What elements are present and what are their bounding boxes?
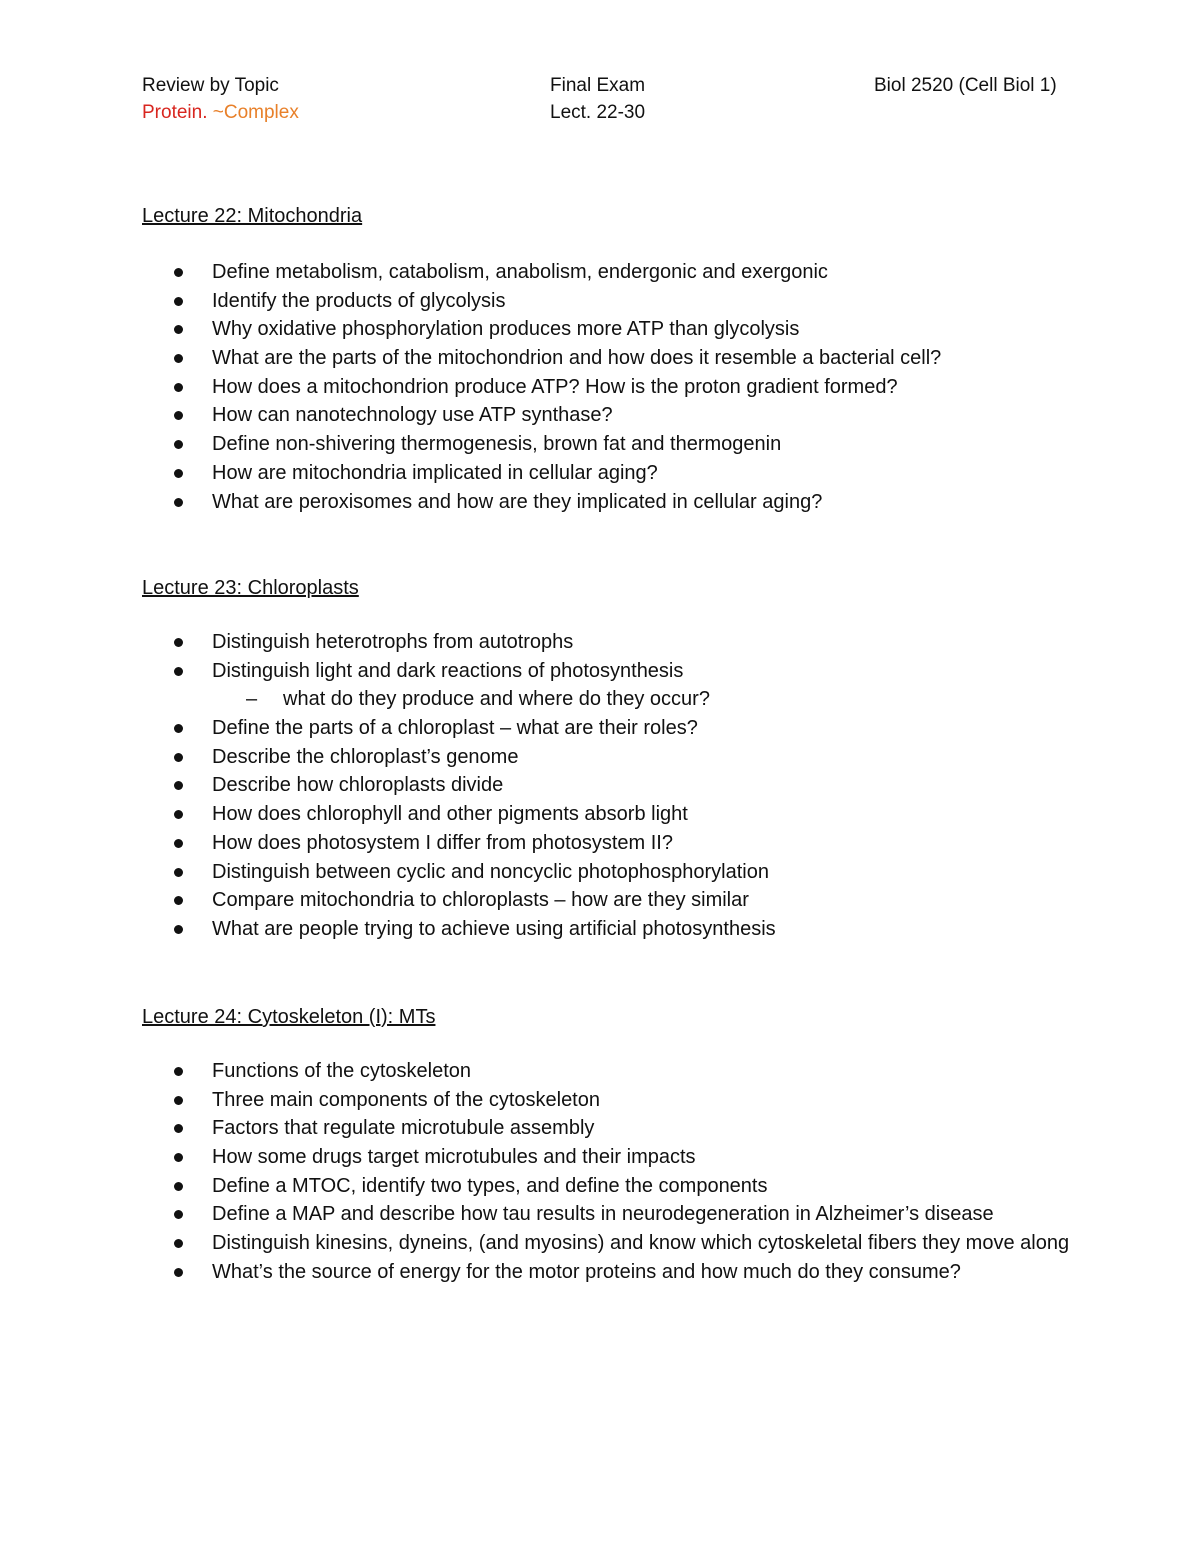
bullet-icon	[174, 1268, 183, 1277]
bullet-icon	[174, 469, 183, 478]
list-item: Describe how chloroplasts divide	[142, 771, 1162, 800]
list-item: Distinguish heterotrophs from autotrophs	[142, 628, 1162, 657]
header-exam-label: Final Exam	[550, 75, 646, 96]
header-topic-label: Review by Topic	[142, 75, 279, 96]
bullet-icon	[174, 810, 183, 819]
bullet-icon	[174, 383, 183, 392]
list-item: Define a MTOC, identify two types, and define the components	[142, 1172, 1162, 1201]
section-lecture-24	[142, 1003, 1162, 1287]
bullet-icon	[174, 297, 183, 306]
bullet-icon	[174, 839, 183, 848]
list-item: Functions of the cytoskeleton	[142, 1057, 1162, 1086]
sub-list-item: – what do they produce and where do they occur?	[142, 685, 1162, 714]
section-title: Lecture 22: Mitochondria	[142, 205, 363, 227]
list-item: How does chlorophyll and other pigments absorb light	[142, 800, 1162, 829]
list-item: Describe the chloroplast’s genome	[142, 743, 1162, 772]
bullet-icon	[174, 1210, 183, 1219]
list-item: Factors that regulate microtubule assembly	[142, 1114, 1162, 1143]
list-item: How does a mitochondrion produce ATP? How is the proton gradient formed?	[142, 373, 1162, 402]
list-item: How are mitochondria implicated in cellular aging?	[142, 459, 1162, 488]
bullet-icon	[174, 781, 183, 790]
bullet-icon	[174, 1239, 183, 1248]
header-lecture-range: Lect. 22-30	[550, 102, 646, 123]
bullet-icon	[174, 268, 183, 277]
list-item: Compare mitochondria to chloroplasts – how are they similar	[142, 886, 1162, 915]
bullet-icon	[174, 1182, 183, 1191]
header-course-label: Biol 2520 (Cell Biol 1)	[874, 75, 1057, 96]
list-item: What are the parts of the mitochondrion and how does it resemble a bacterial cell?	[142, 344, 1162, 373]
bullet-icon	[174, 638, 183, 647]
list-item: Distinguish light and dark reactions of photosynthesis	[142, 657, 1162, 686]
bullet-icon	[174, 1067, 183, 1076]
section-title: Lecture 24: Cytoskeleton (I): MTs	[142, 1006, 436, 1028]
list-item: What’s the source of energy for the motor proteins and how much do they consume?	[142, 1258, 1162, 1287]
bullet-icon	[174, 411, 183, 420]
list-item: Distinguish kinesins, dyneins, (and myosins) and know which cytoskeletal fibers they move along	[142, 1229, 1162, 1258]
list-item: How does photosystem I differ from photosystem II?	[142, 829, 1162, 858]
bullet-icon	[174, 440, 183, 449]
item-list	[142, 1057, 1162, 1287]
list-item: How can nanotechnology use ATP synthase?	[142, 401, 1162, 430]
list-item: What are peroxisomes and how are they implicated in cellular aging?	[142, 488, 1162, 517]
list-item: What are people trying to achieve using artificial photosynthesis	[142, 915, 1162, 944]
bullet-icon	[174, 868, 183, 877]
bullet-icon	[174, 896, 183, 905]
bullet-icon	[174, 724, 183, 733]
header-protein-text: Protein.	[142, 102, 208, 123]
list-item: Define the parts of a chloroplast – what are their roles?	[142, 714, 1162, 743]
bullet-icon	[174, 753, 183, 762]
header-topic-subtitle	[142, 101, 299, 125]
bullet-icon	[174, 925, 183, 934]
list-item: How some drugs target microtubules and their impacts	[142, 1143, 1162, 1172]
item-list	[142, 628, 1162, 944]
bullet-icon	[174, 1124, 183, 1133]
bullet-icon	[174, 498, 183, 507]
list-item: Distinguish between cyclic and noncyclic photophosphorylation	[142, 858, 1162, 887]
list-item: Why oxidative phosphorylation produces more ATP than glycolysis	[142, 315, 1162, 344]
list-item: Define a MAP and describe how tau results in neurodegeneration in Alzheimer’s disease	[142, 1200, 1162, 1229]
bullet-icon	[174, 325, 183, 334]
list-item: Identify the products of glycolysis	[142, 287, 1162, 316]
dash-icon: –	[246, 688, 258, 711]
header-complex-text: ~Complex	[212, 102, 299, 123]
section-lecture-23	[142, 574, 1162, 944]
bullet-icon	[174, 1096, 183, 1105]
list-item: Define metabolism, catabolism, anabolism, endergonic and exergonic	[142, 258, 1162, 287]
bullet-icon	[174, 354, 183, 363]
list-item: Three main components of the cytoskeleton	[142, 1086, 1162, 1115]
bullet-icon	[174, 667, 183, 676]
list-item: Define non-shivering thermogenesis, brown fat and thermogenin	[142, 430, 1162, 459]
section-title: Lecture 23: Chloroplasts	[142, 577, 359, 599]
section-lecture-22	[142, 202, 1162, 516]
item-list	[142, 258, 1162, 516]
bullet-icon	[174, 1153, 183, 1162]
